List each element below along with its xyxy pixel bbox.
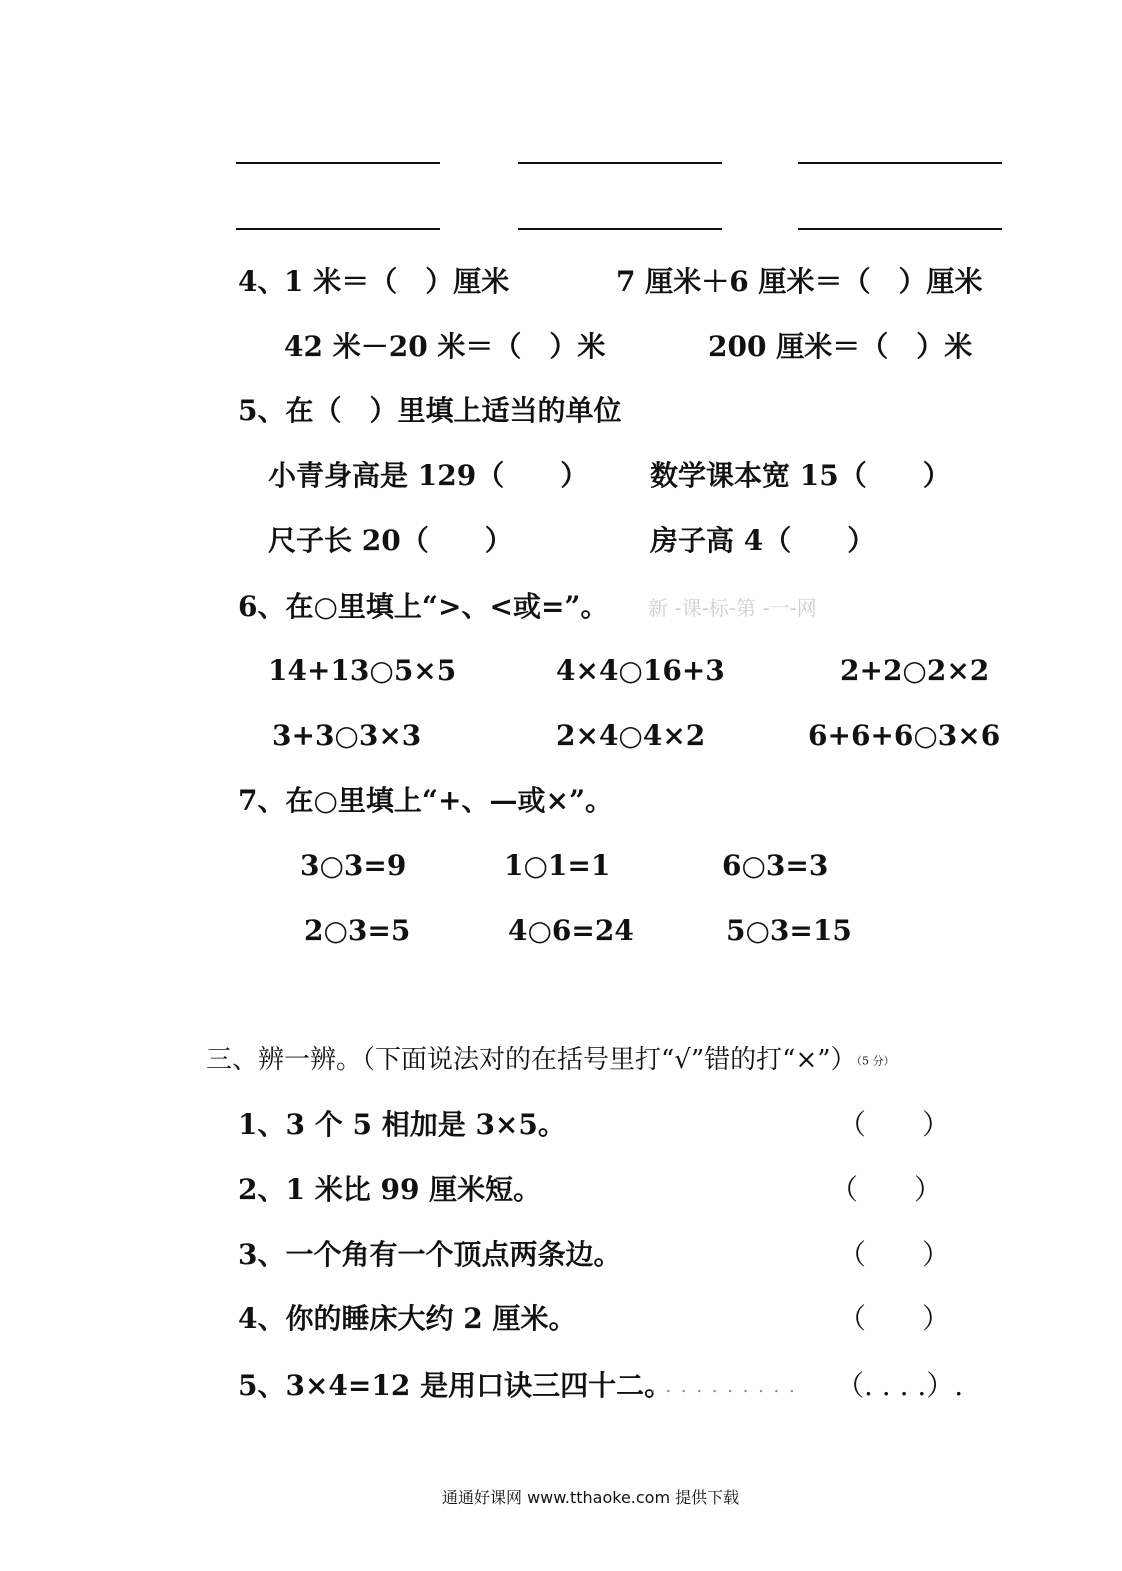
q7-item-5: 4○6=24 [508,914,634,947]
watermark: 新 -课-标-第 -一-网 [648,596,817,620]
judge-bracket-1[interactable]: （ ） [838,1108,951,1141]
q5-item-4: 房子高 4（ ） [650,524,876,557]
q6-item-6: 6+6+6○3×6 [808,719,1001,752]
section3-title-text: 三、辨一辨。（下面说法对的在括号里打“√”错的打“×”） [206,1045,857,1075]
q7-item-4: 2○3=5 [304,914,411,947]
q4-number: 4、 [238,265,286,298]
q5-title: 5、在（ ）里填上适当的单位 [238,394,622,427]
judge-item-2: 2、1 米比 99 厘米短。 [238,1173,542,1206]
q6-item-1: 14+13○5×5 [268,654,457,687]
q5-item-3: 尺子长 20（ ） [268,524,513,557]
answer-line[interactable] [518,162,722,164]
answer-line[interactable] [236,162,440,164]
q7-item-6: 5○3=15 [726,914,852,947]
judge-bracket-3[interactable]: （ ） [838,1238,951,1271]
judge-bracket-5[interactable]: （. . . .）. [836,1369,964,1402]
q4-item-1: 1 米＝（ ）厘米 [284,265,510,298]
q6-title: 6、在○里填上“>、<或=”。 [238,590,609,623]
q4-item-4: 200 厘米＝（ ）米 [708,330,973,363]
dot-leader: . . . . . . . . . . [650,1376,797,1397]
judge-bracket-4[interactable]: （ ） [838,1302,951,1335]
section3-points: （5 分） [856,1054,895,1068]
q6-item-5: 2×4○4×2 [556,719,706,752]
q6-item-2: 4×4○16+3 [556,654,725,687]
answer-line[interactable] [518,228,722,230]
section3-title [206,1047,895,1073]
judge-bracket-2[interactable]: （ ） [830,1173,943,1206]
q7-item-1: 3○3=9 [300,849,407,882]
q5-item-1: 小青身高是 129（ ） [268,459,589,492]
answer-line[interactable] [798,228,1002,230]
footer-text: 通通好课网 www.tthaoke.com 提供下载 [442,1488,740,1507]
q6-item-3: 2+2○2×2 [840,654,990,687]
answer-line[interactable] [798,162,1002,164]
q7-item-3: 6○3=3 [722,849,829,882]
q7-item-2: 1○1=1 [504,849,611,882]
q4-item-2: 7 厘米＋6 厘米＝（ ）厘米 [616,265,983,298]
judge-item-5: 5、3×4=12 是用口诀三四十二。 [238,1369,673,1402]
q4-item-3: 42 米－20 米＝（ ）米 [284,330,606,363]
judge-item-1: 1、3 个 5 相加是 3×5。 [238,1108,566,1141]
judge-item-3: 3、一个角有一个顶点两条边。 [238,1238,622,1271]
q6-item-4: 3+3○3×3 [272,719,422,752]
answer-line[interactable] [236,228,440,230]
q5-item-2: 数学课本宽 15（ ） [650,459,951,492]
judge-item-4: 4、你的睡床大约 2 厘米。 [238,1302,577,1335]
q7-title: 7、在○里填上“+、—或×”。 [238,784,614,817]
